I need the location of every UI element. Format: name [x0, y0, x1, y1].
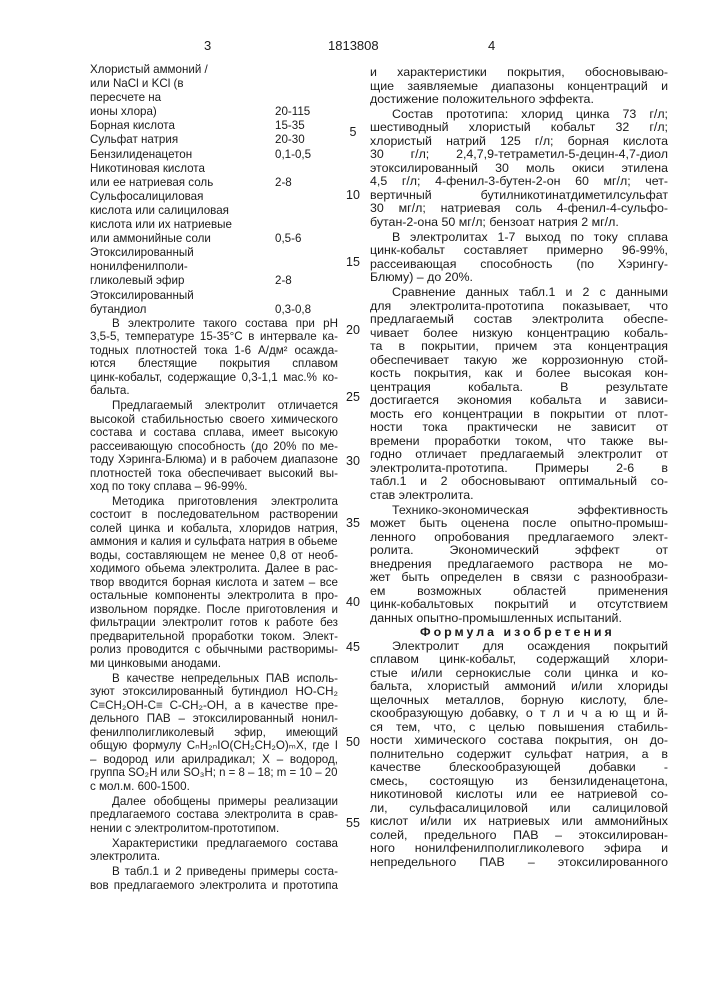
component-name: Сульфат натрия	[90, 133, 178, 146]
text-line: хлористый натрий 125 г/л; борная кислота	[370, 135, 668, 149]
line-number: 30	[342, 454, 364, 468]
component-name: или ее натриевая соль	[90, 176, 213, 189]
paragraph	[90, 795, 338, 836]
text-line: вов предлагаемого электролита и прототипа	[90, 879, 338, 893]
section-heading: Формула изобретения	[370, 626, 668, 640]
text-line: для электролита-прототипа показывает, что	[370, 300, 668, 314]
text-line: достижение положительного эффекта.	[370, 93, 668, 107]
text-line: Характеристики предлагаемого состава	[90, 837, 338, 851]
paragraph	[370, 640, 668, 870]
text-line: – водород или арилрадикал; X – водород,	[90, 753, 338, 767]
text-line: внедрения предлагаемого раствора не мо-	[370, 558, 668, 572]
text-line: ного нонилфенилполигликолевого эфира и	[370, 842, 668, 856]
table-row	[90, 91, 338, 105]
table-row	[90, 63, 338, 77]
text-line: состоит в последовательном растворении	[90, 508, 338, 522]
text-line: сплавом цинк-кобальт, содержащий хлори-	[370, 653, 668, 667]
text-line: бальта.	[90, 384, 338, 398]
text-line: полнительно содержит сульфат натрия, а в	[370, 748, 668, 762]
text-line: чивает более низкую концентрацию кобаль-	[370, 327, 668, 341]
line-number: 50	[342, 735, 364, 749]
component-value: 15-35	[275, 119, 305, 133]
table-row	[90, 119, 338, 133]
text-line: времени проработки током, что также вы-	[370, 435, 668, 449]
paragraph	[370, 504, 668, 626]
text-line: рассеивающую способность (до 20% по ме-	[90, 440, 338, 454]
component-value: 20-115	[275, 105, 310, 119]
text-line: извольном порядке. После приготовления и	[90, 603, 338, 617]
component-name: Бензилиденацетон	[90, 148, 192, 161]
text-line: мость его концентрации в покрытии от плот-	[370, 408, 668, 422]
text-line: ми цинковыми анодами.	[90, 657, 338, 671]
text-line: цинк-кобальт, содержащие 0,3-1,1 мас.% ко-	[90, 371, 338, 385]
paragraph	[370, 108, 668, 230]
table-row	[90, 162, 338, 176]
paragraph	[370, 66, 668, 107]
left-column-text	[90, 317, 338, 892]
text-line: стые и/или сернокислые соли цинка и ко-	[370, 667, 668, 681]
component-name: ионы хлора)	[90, 105, 157, 118]
text-line: годно отличает предлагаемый электролит от	[370, 448, 668, 462]
text-line: фенилполигликолевый эфир, имеющий	[90, 726, 338, 740]
paragraph	[90, 495, 338, 671]
text-line: скообразующую добавку, о т л и ч а ю щ и й-	[370, 707, 668, 721]
component-value: 0,3-0,8	[275, 303, 311, 317]
text-line: рассеивающая способность (по Хэрингу-	[370, 258, 668, 272]
component-name: гликолевый эфир	[90, 274, 184, 287]
text-line: этоксилированный 30 моль окиси этилена	[370, 162, 668, 176]
right-column	[370, 66, 668, 871]
text-line: кость покрытия, как и более высокая кон-	[370, 367, 668, 381]
text-line: В табл.1 и 2 приведены примеры соста-	[90, 865, 338, 879]
text-line: В качестве непредельных ПАВ исполь-	[90, 672, 338, 686]
text-line: ли, сульфасалициловой или салициловой	[370, 802, 668, 816]
text-line: дельного ПАВ – этоксилированный нонил-	[90, 712, 338, 726]
line-number: 45	[342, 640, 364, 654]
text-line: твор вводится борная кислота и затем – все	[90, 576, 338, 590]
text-line: тоду Хэринга-Блюма) и в рабочем диапазоне	[90, 453, 338, 467]
table-row	[90, 274, 338, 288]
text-line: и характеристики покрытия, обосновываю-	[370, 66, 668, 80]
text-line: 4,5 г/л; 4-фенил-3-бутен-2-он 60 мг/л; чет-	[370, 175, 668, 189]
text-line: нении с электролитом-прототипом.	[90, 822, 338, 836]
line-number: 10	[342, 188, 364, 202]
table-row	[90, 246, 338, 260]
text-line: Предлагаемый электролит отличается	[90, 399, 338, 413]
text-line: шестиводный хлористый кобальт 32 г/л;	[370, 121, 668, 135]
text-line: достигается экономия кобальта и зависи-	[370, 394, 668, 408]
component-value: 2-8	[275, 274, 292, 288]
paragraph	[90, 672, 338, 794]
component-name: Борная кислота	[90, 119, 175, 132]
text-line: Состав прототипа: хлорид цинка 73 г/л;	[370, 108, 668, 122]
component-name: Этоксилированный	[90, 246, 194, 259]
text-line: группа SO₂H или SO₃H; n = 8 – 18; m = 10 – 20	[90, 766, 335, 780]
line-number: 35	[342, 516, 364, 530]
table-row	[90, 105, 338, 119]
component-name: пересчете на	[90, 91, 161, 104]
component-name: Никотиновая кислота	[90, 162, 205, 175]
text-line: остальные компоненты электролита в про-	[90, 589, 338, 603]
table-row	[90, 218, 338, 232]
text-line: электролита.	[90, 850, 338, 864]
text-line: щие заявляемые диапазоны концентраций и	[370, 80, 668, 94]
line-number: 40	[342, 595, 364, 609]
text-line: ся тем, что, с целью повышения стабиль-	[370, 721, 668, 735]
text-line: ности химического состава покрытия, он до-	[370, 734, 668, 748]
text-line: воды, составляющем не менее 0,8 от необ-	[90, 549, 338, 563]
component-name: Сульфосалициловая	[90, 190, 203, 203]
text-line: плотностей тока обеспечивает высокий вы-	[90, 467, 338, 481]
line-number: 20	[342, 323, 364, 337]
text-line: высокой стабильностью своего химического	[90, 413, 338, 427]
text-line: C≡CH₂OH-C≡ C-CH₂-OH, а в качестве пре-	[90, 699, 338, 713]
text-line: Технико-экономическая эффективность	[370, 504, 668, 518]
text-line: предлагаемого состава электролита в срав-	[90, 808, 338, 822]
text-line: предварительной проработки током. Элект-	[90, 630, 338, 644]
text-line: 30 мг/л; натриевая соль 4-фенил-4-сульфо-	[370, 202, 668, 216]
line-number: 55	[342, 816, 364, 830]
component-name: Хлористый аммоний /	[90, 63, 208, 76]
text-line: жет быть определен в связи с разнообрази-	[370, 571, 668, 585]
text-line: данных опытно-промышленных испытаний.	[370, 612, 668, 626]
left-column	[90, 63, 338, 893]
text-line: кислот и/или их натриевых или аммонийных	[370, 815, 668, 829]
text-line: никотиновой кислоты или ее натриевой со-	[370, 788, 668, 802]
paragraph	[90, 317, 338, 398]
text-line: ход по току сплава – 96-99%.	[90, 480, 338, 494]
text-line: та в покрытии, причем эта концентрация	[370, 340, 668, 354]
text-line: может быть оценена после опытно-промыш-	[370, 517, 668, 531]
table-row	[90, 148, 338, 162]
page-number-right: 4	[488, 38, 495, 53]
text-line: Далее обобщены примеры реализации	[90, 795, 338, 809]
text-line: ролиз проводится с обычными растворимы-	[90, 643, 338, 657]
text-line: непредельного ПАВ – этоксилированного	[370, 856, 668, 870]
text-line: электролита-прототипа. Примеры 2-6 в	[370, 462, 668, 476]
text-line: тодных плотностей тока 1-6 А/дм² осажда-	[90, 344, 338, 358]
text-line: ются блестящие покрытия сплавом	[90, 357, 338, 371]
text-line: 3,5-5, температуре 15-35°С в интервале ка-	[90, 330, 338, 344]
line-number: 15	[342, 255, 364, 269]
composition-table	[90, 63, 338, 317]
text-line: бутан-2-она 50 мг/л; бензоат натрия 2 мг/л.	[370, 216, 668, 230]
component-value: 20-30	[275, 133, 305, 147]
paragraph	[370, 286, 668, 502]
text-line: аммония и калия и сульфата натрия в обьеме	[90, 535, 336, 549]
text-line: с мол.м. 600-1500.	[90, 780, 338, 794]
paragraph	[370, 231, 668, 285]
text-line: зуют этоксилированный бутиндиол HO-CH₂	[90, 685, 338, 699]
text-line: Электролит для осаждения покрытий	[370, 640, 668, 654]
text-line: табл.1 и 2 обосновывают оптимальный со-	[370, 475, 668, 489]
component-name: или аммонийные соли	[90, 232, 211, 245]
component-value: 0,5-6	[275, 232, 301, 246]
table-row	[90, 260, 338, 274]
text-line: обеспечивает такую же коррозионную стой-	[370, 354, 668, 368]
table-row	[90, 176, 338, 190]
component-value: 0,1-0,5	[275, 148, 311, 162]
text-line: В электролите такого состава при pH	[90, 317, 338, 331]
table-row	[90, 303, 338, 317]
text-line: качестве блескообразующей добавки -	[370, 761, 668, 775]
text-line: ленного опробования предлагаемого элект-	[370, 531, 668, 545]
text-line: 30 г/л; 2,4,7,9-тетраметил-5-децин-4,7-диол	[370, 148, 668, 162]
text-line: цинк-кобальтовых покрытий и отсутствием	[370, 598, 668, 612]
component-name: нонилфенилполи-	[90, 260, 188, 273]
text-line: солей цинка и кобальта, хлоридов натрия,	[90, 522, 338, 536]
text-line: В электролитах 1-7 выход по току сплава	[370, 231, 668, 245]
text-line: цинк-кобальт составляет примерно 96-99%,	[370, 244, 668, 258]
line-number: 25	[342, 390, 364, 404]
text-line: центрация кобальта. В результате	[370, 381, 668, 395]
component-name: кислота или салициловая	[90, 204, 229, 217]
text-line: фильтрации электролит готов к работе без	[90, 616, 338, 630]
text-line: Методика приготовления электролита	[90, 495, 338, 509]
paragraph	[90, 399, 338, 494]
text-line: ходимого обьема электролита. Далее в рас-	[90, 562, 338, 576]
text-line: состава и состава сплава, имеет высокую	[90, 426, 338, 440]
line-number: 5	[342, 125, 364, 139]
page-number-left: 3	[204, 38, 211, 53]
table-row	[90, 232, 338, 246]
text-line: бальта, хлористый аммоний и/или хлориды	[370, 680, 668, 694]
text-line: вертичный бутилникотинатдиметилсульфат	[370, 189, 668, 203]
paragraph	[90, 865, 338, 892]
text-line: общую формулу CₙH₂ₙIO(CH₂CH₂O)ₘX, где I	[90, 739, 338, 753]
text-line: солей, предельного ПАВ – этоксилирован-	[370, 829, 668, 843]
text-line: Сравнение данных табл.1 и 2 с данными	[370, 286, 668, 300]
text-line: щелочных металлов, борную кислоту, бле-	[370, 694, 668, 708]
table-row	[90, 190, 338, 204]
text-line: ем возможных областей применения	[370, 585, 668, 599]
component-name: кислота или их натриевые	[90, 218, 232, 231]
component-name: или NaCl и KCl (в	[90, 77, 184, 90]
text-line: став электролита.	[370, 489, 668, 503]
paragraph	[90, 837, 338, 864]
table-row	[90, 77, 338, 91]
text-line: смесь, состоящую из бензилиденацетона,	[370, 775, 668, 789]
table-row	[90, 133, 338, 147]
patent-number: 1813808	[328, 38, 379, 53]
text-line: ролита. Экономический эффект от	[370, 544, 668, 558]
component-value: 2-8	[275, 176, 292, 190]
text-line: ности тока практически не зависит от	[370, 421, 668, 435]
table-row	[90, 289, 338, 303]
text-line: предлагаемый состав электролита обеспе-	[370, 313, 668, 327]
component-name: бутандиол	[90, 303, 146, 316]
table-row	[90, 204, 338, 218]
text-line: Блюму) – до 20%.	[370, 271, 668, 285]
component-name: Этоксилированный	[90, 289, 194, 302]
